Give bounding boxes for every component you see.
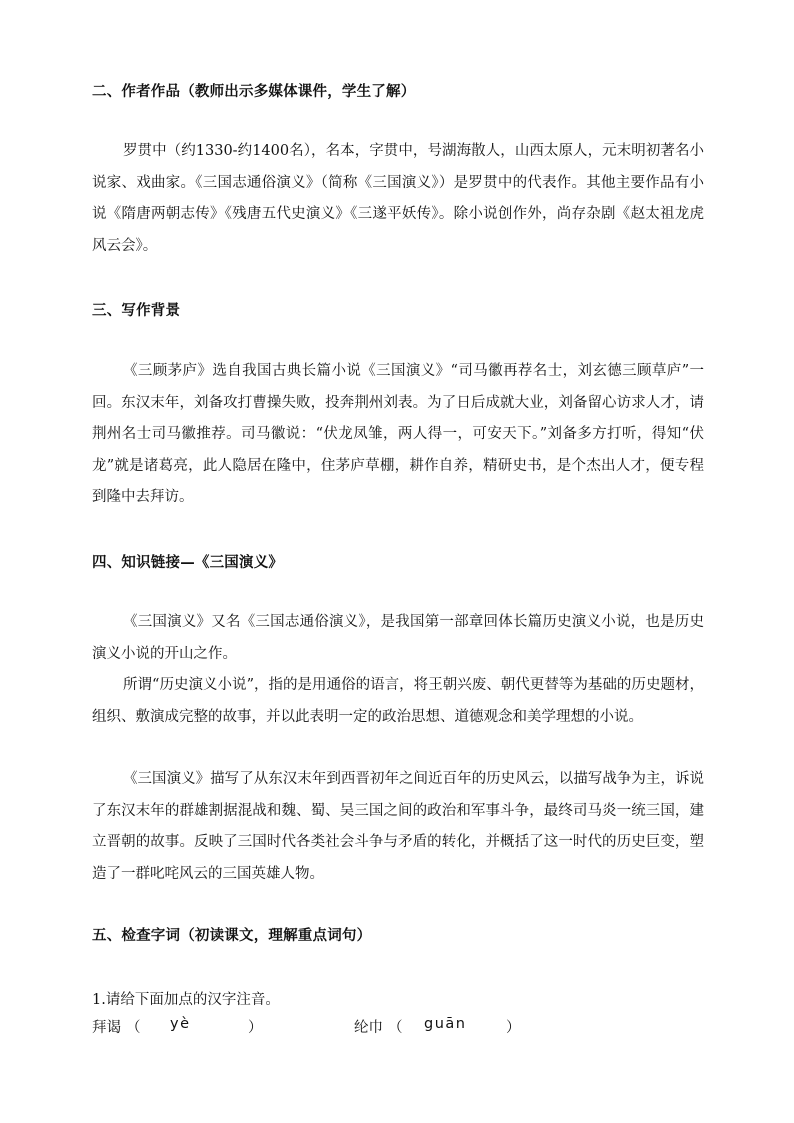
word-1: 拜谒 [92,1020,121,1036]
word-2: 纶巾 [354,1020,383,1036]
pinyin-question: 1.请给下面加点的汉字注音。 [92,992,280,1008]
word-1-close-paren: ） [248,1020,263,1036]
section-heading-author: 二、作者作品（教师出示多媒体课件，学生了解） [92,83,416,100]
word-1-open-paren: （ [126,1020,141,1036]
pinyin-answer-row [92,1016,612,1040]
knowledge-paragraph-1: 《三国演义》又名《三国志通俗演义》，是我国第一部章回体长篇历史演义小说，也是历史演义小说的开山之作。 [92,614,704,662]
section-heading-knowledge: 四、知识链接—《三国演义》 [92,554,284,571]
background-paragraph: 《三顾茅庐》选自我国古典长篇小说《三国演义》“司马徽再荐名士，刘玄德三顾草庐”一回。东汉末年，刘备攻打曹操失败，投奔荆州刘表。为了日后成就大业，刘备留心访求人才，请荆州名士司马徽推荐。司马徽说：“伏龙凤雏，两人得一，可安天下。”刘备多方打听，得知“伏龙”就是诸葛亮，此人隐居在隆中，住茅庐草棚，耕作自养，精研史书，是个杰出人才，便专程到隆中去拜访。 [92,363,704,505]
word-2-open-paren: （ [388,1020,403,1036]
word-2-close-paren: ） [506,1020,521,1036]
section-heading-words: 五、检查字词（初读课文，理解重点词句） [92,927,372,944]
knowledge-paragraph-3: 《三国演义》描写了从东汉末年到西晋初年之间近百年的历史风云，以描写战争为主，诉说了东汉末年的群雄割据混战和魏、蜀、吴三国之间的政治和军事斗争，最终司马炎一统三国，建立晋朝的故事。反映了三国时代各类社会斗争与矛盾的转化，并概括了这一时代的历史巨变，塑造了一群叱咤风云的三国英雄人物。 [92,771,704,882]
word-2-pinyin-answer[interactable]: guān [424,1016,467,1032]
word-1-pinyin-answer[interactable]: yè [170,1016,191,1032]
author-paragraph: 罗贯中（约1330-约1400名），名本，字贯中，号湖海散人，山西太原人，元末明初著名小说家、戏曲家。《三国志通俗演义》（简称《三国演义》）是罗贯中的代表作。其他主要作品有小说《隋唐两朝志传》《残唐五代史演义》《三遂平妖传》。除小说创作外，尚存杂剧《赵太祖龙虎风云会》。 [92,143,704,254]
knowledge-paragraph-2: 所谓“历史演义小说”，指的是用通俗的语言，将王朝兴废、朝代更替等为基础的历史题材，组织、敷演成完整的故事，并以此表明一定的政治思想、道德观念和美学理想的小说。 [92,677,704,725]
section-heading-background: 三、写作背景 [92,302,181,319]
